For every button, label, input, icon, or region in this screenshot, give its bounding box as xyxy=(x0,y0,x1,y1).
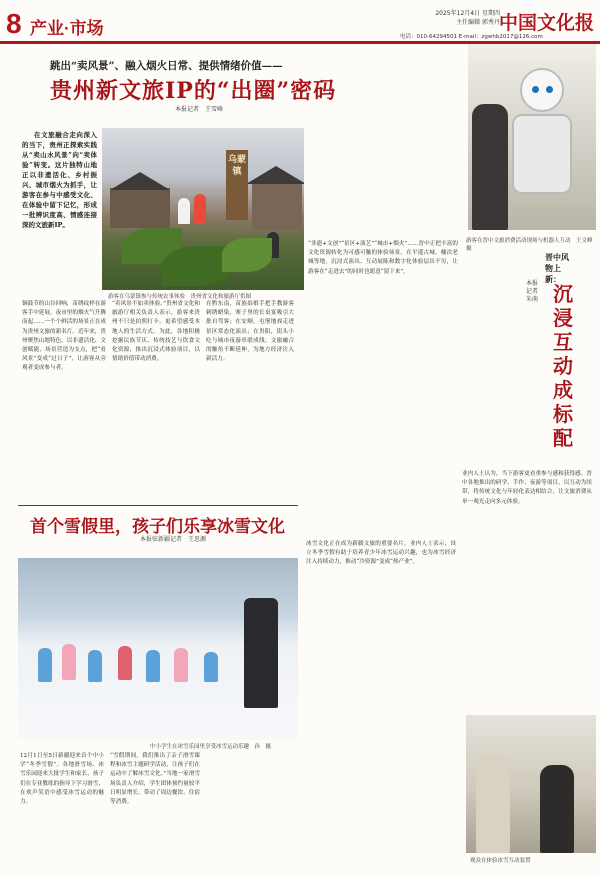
header-meta xyxy=(435,9,500,27)
lead-col-2: “卖风景不如卖体验。”贵州省文化和旅游厅相关负责人表示，游客来贵州不只是拍照打卡，更希望感受本地人的生活方式。为此，各地积极挖掘民族节庆、传统技艺与饮食文化资源，推出沉浸式体验项目，以情绪价值带动消费。 xyxy=(112,301,200,363)
second-title: 首个雪假里，孩子们乐享冰雪文化 xyxy=(30,517,285,537)
page-number: 8 xyxy=(6,8,22,39)
section-divider xyxy=(18,505,298,506)
village-sign: 乌蒙镇 xyxy=(226,150,248,220)
masthead: 中国文化报 xyxy=(498,12,594,34)
ice-photo xyxy=(466,715,596,853)
date-line: 2025年12月4日 星期四 xyxy=(435,10,500,17)
robot-photo xyxy=(468,44,596,230)
page-header xyxy=(0,0,600,44)
ski-photo xyxy=(18,558,298,740)
side-kicker: 晋中风物上新： xyxy=(545,252,569,284)
second-col-1: 12月1日至5日新疆迎来首个中小学“冬季雪假”。各地滑雪场、冰雪乐园迎来大批学生和家长，孩子们在专业教练的指导下学习滑雪，在欢声笑语中感受冰雪运动的魅力。 xyxy=(20,753,104,806)
second-byline: 本报驻新疆记者 王思源 xyxy=(140,536,207,543)
editor-line: 主任编辑 郭秀丹 xyxy=(456,19,500,26)
second-col-3: 冰雪文化正在成为新疆文旅的重要名片。业内人士表示，设立冬季雪假有助于培养青少年冰雪运动兴趣，也为冰雪经济注入持续动力，推动“冷资源”变成“热产业”。 xyxy=(306,541,456,566)
lead-byline: 本报记者 王雪峰 xyxy=(175,106,224,113)
side-byline: 本报记者 朱萌 xyxy=(526,280,545,303)
ice-caption: 观众在体验冰雪互动装置 xyxy=(470,858,531,864)
robot-caption: 游客在晋中文旅消费活动现场与机器人互动 王文峰 摄 xyxy=(466,238,599,252)
village-photo xyxy=(102,128,304,290)
second-col-2: “雪假期间，我们推出了亲子滑雪课程和冰雪主题研学活动，让孩子们在运动中了解冰雪文化。”当地一家滑雪场负责人介绍，学生团体预约量较平日明显增长，带动了周边餐饮、住宿等消费。 xyxy=(110,753,200,806)
side-title: 沉浸互动成标配 xyxy=(553,282,573,450)
side-col-2: 业内人士认为，当下游客更看重参与感和获得感。晋中各地推出的研学、手作、夜游等项目，以互动为纽带，将传统文化与年轻化表达相结合，让文旅消费从单一观光走向多元体验。 xyxy=(462,471,592,505)
lead-intro: 在文旅融合走向深入的当下，贵州正探索实践从“卖山水风景”向“卖体验”转变。这片独特山地正以非遗活化、乡村振兴、城市烟火为抓手，让游客在参与中感受文化、在体验中留下记忆，形成一批辨识度高、情感连接深的文旅新IP。 xyxy=(22,131,97,229)
contact-line: 电话：010-64294501 E-mail：zgwhb2017@126.com xyxy=(400,34,543,40)
side-col-1: “非遗+文创”“景区+演艺”“城市+烟火”……晋中正把丰富的文化资源转化为可感可触的体验场景。在平遥古城、榆次老城等地，沉浸式演出、互动展陈和数字化体验层出不穷，让游客在“走进去”的同时也愿意“留下来”。 xyxy=(308,241,458,275)
lead-title: 贵州新文旅IP的“出圈”密码 xyxy=(50,78,337,104)
ski-caption: 中小学生在冰雪乐园里享受冰雪运动乐趣 孙 摄 xyxy=(150,744,272,750)
lead-kicker: 跳出“卖风景”、融入烟火日常、提供情绪价值—— xyxy=(50,60,283,72)
lead-col-3: 在黔东南，苗族姑娘手把手教游客刺绣蜡染，寨子里的长桌宴吸引大批自驾客；在安顺，屯堡地戏走进景区常态化演出；在贵阳，街头小吃与城市夜游串联成线。文旅融合的触角不断延伸，为地方经济注入新活力。 xyxy=(206,301,294,363)
lead-col-1: 铜鼓节的山谷回响，苗绣纹样在游客手中延展，夜市里的烟火气升腾而起……一个个鲜活的场景正在成为贵州文旅的新名片。近年来，贵州聚焦山地特色，以非遗活化、文创赋能、场景营造为支点，把“看风景”变成“过日子”，让游客从旁观者变成参与者。 xyxy=(22,301,106,372)
section-title: 产业·市场 xyxy=(30,19,104,38)
village-caption: 游客在乌蒙镇参与传统农事体验 贵州省文化和旅游厅供图 xyxy=(108,294,252,300)
